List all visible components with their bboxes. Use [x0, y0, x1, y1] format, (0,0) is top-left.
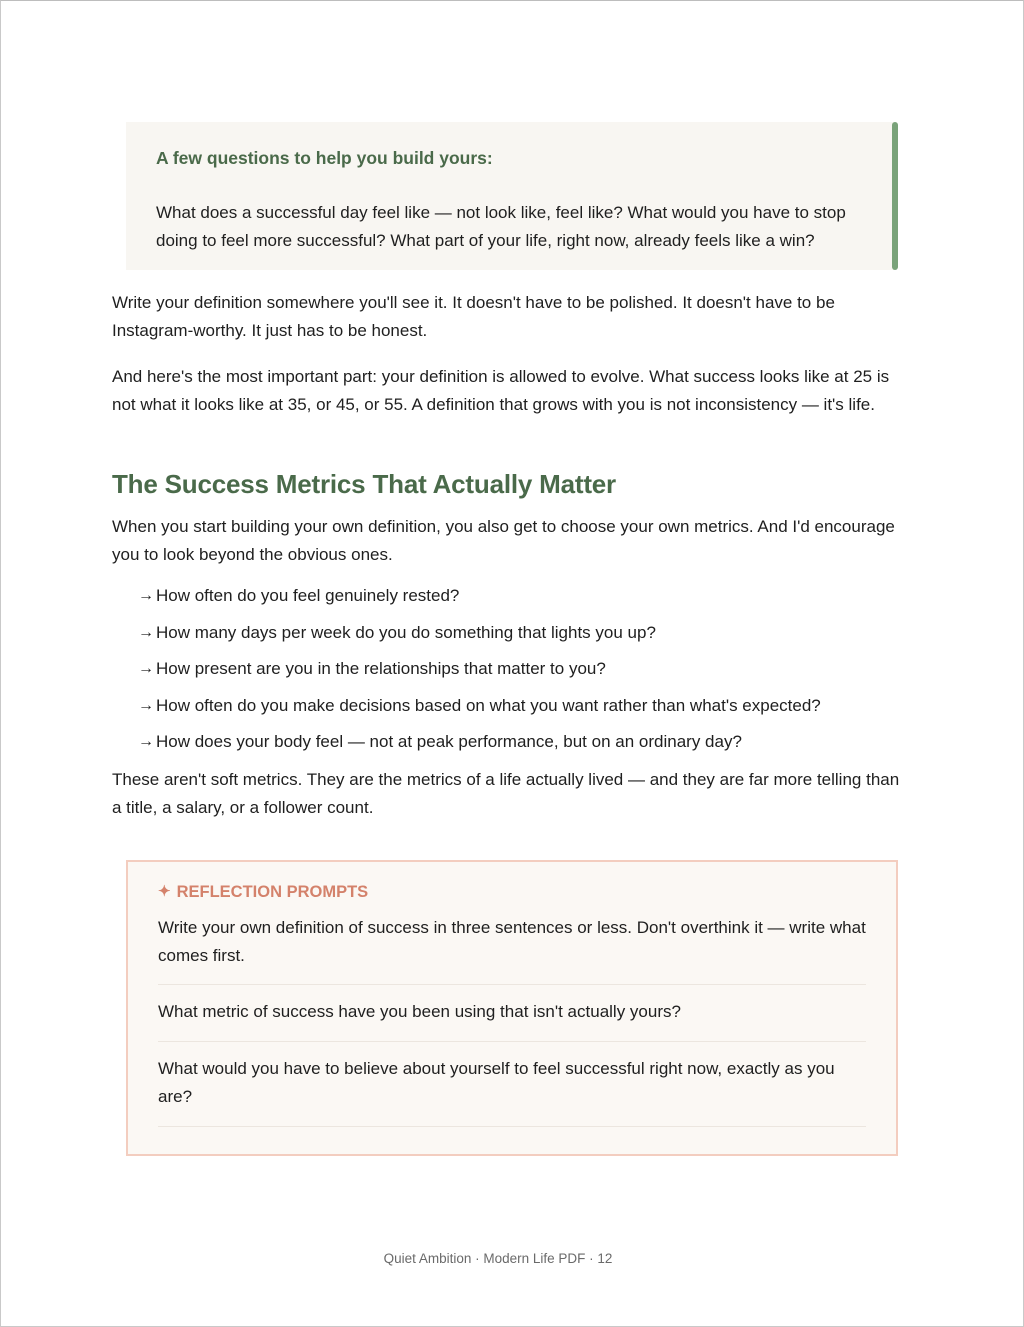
reflection-prompts-box [126, 860, 898, 1156]
arrow-right-icon: → [138, 733, 154, 750]
reflection-prompt: What metric of success have you been using that isn't actually yours? [158, 985, 866, 1042]
callout-heading: A few questions to help you build yours: [156, 148, 493, 168]
page-footer [0, 1250, 1024, 1268]
list-item [138, 729, 904, 755]
reflection-title [158, 880, 866, 904]
page-content [112, 122, 904, 1156]
metric-text: How does your body feel — not at peak performance, but on an ordinary day? [156, 732, 742, 751]
list-item [138, 583, 904, 609]
metric-text: How present are you in the relationships that matter to you? [156, 659, 606, 678]
list-item [138, 693, 904, 719]
metric-text: How many days per week do you do something that lights you up? [156, 622, 656, 642]
footer-text: Quiet Ambition · Modern Life PDF · 12 [383, 1251, 613, 1266]
arrow-right-icon: → [138, 623, 154, 641]
sparkle-icon: ✦ [158, 882, 171, 900]
reflection-title-text: REFLECTION PROMPTS [176, 882, 369, 901]
evolve-paragraph: And here's the most important part: your definition is allowed to evolve. What success looks like at 25 is not what it looks like at 35, or 45, or 55. A definition that grows with you is not inconsistency — it's life. [112, 367, 890, 414]
definition-paragraph: Write your definition somewhere you'll see it. It doesn't have to be polished. It doesn't have to be Instagram-worthy. It just has to be honest. [112, 293, 835, 340]
metric-text: How often do you feel genuinely rested? [156, 586, 460, 605]
questions-callout [126, 122, 894, 270]
callout-text: What does a successful day feel like — not look like, feel like? What would you have to stop doing to feel more successful? What part of your life, right now, already feels like a win? [156, 203, 846, 250]
reflection-prompt: Write your own definition of success in three sentences or less. Don't overthink it — write what comes first. [158, 904, 866, 985]
arrow-right-icon: → [138, 696, 154, 714]
section-heading: The Success Metrics That Actually Matter [112, 469, 616, 499]
arrow-right-icon: → [138, 660, 154, 677]
metrics-list [112, 583, 904, 755]
callout-accent-bar [892, 122, 898, 270]
closing-paragraph: These aren't soft metrics. They are the metrics of a life actually lived — and they are far more telling than a title, a salary, or a follower count. [112, 769, 900, 817]
arrow-right-icon: → [138, 587, 154, 604]
metric-text: How often do you make decisions based on what you want rather than what's expected? [156, 695, 821, 715]
list-item [138, 620, 904, 646]
section-intro: When you start building your own definition, you also get to choose your own metrics. And I'd encourage you to look beyond the obvious ones. [112, 517, 895, 564]
list-item [138, 656, 904, 682]
reflection-prompt: What would you have to believe about yourself to feel successful right now, exactly as you are? [158, 1042, 866, 1127]
